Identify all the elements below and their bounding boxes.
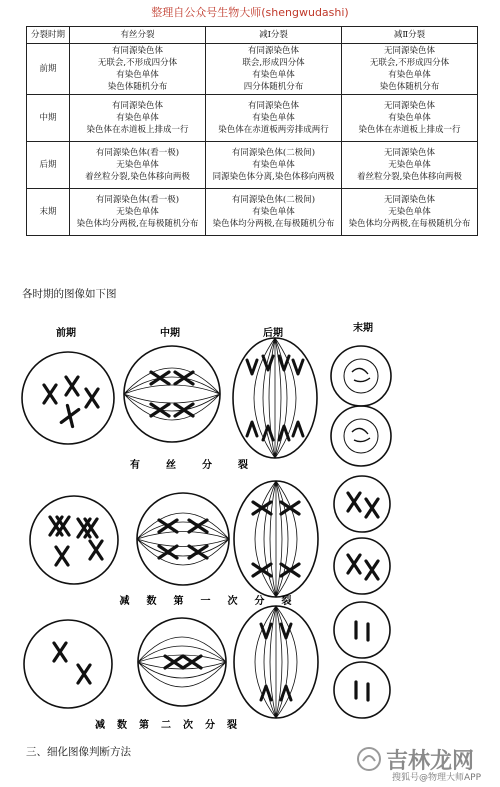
mitosis-prophase-cell (22, 352, 114, 444)
chromosome (281, 624, 291, 638)
cell-line: 着丝粒分裂,染色体移向两极 (85, 172, 190, 182)
table-cell (342, 189, 478, 236)
cell-line: 染色体在赤道板上排成一行 (86, 125, 189, 135)
table-cell (342, 44, 478, 95)
cell-line: 无联会,不形成四分体 (369, 58, 450, 68)
table-row (27, 95, 478, 142)
chromosome (348, 555, 360, 573)
watermark-logo-icon (356, 746, 382, 772)
cell-line: 染色体均分两极,在每极随机分布 (212, 219, 335, 229)
chromosome (57, 517, 69, 535)
chromosome (61, 405, 78, 426)
chromosome (90, 541, 102, 559)
cell-line: 无同源染色体 (383, 195, 435, 205)
phase-label: 前期 (56, 328, 76, 339)
row-caption: 减数第二次分裂 (95, 720, 249, 731)
cell-line: 无染色单体 (116, 160, 159, 170)
cell-line: 有染色单体 (252, 113, 295, 123)
cell-line: 有染色单体 (116, 113, 159, 123)
cell-line: 有同源染色体 (247, 46, 299, 56)
table-cell (70, 189, 206, 236)
chromosome (175, 372, 193, 384)
table-cell (206, 95, 342, 142)
cell-line: 有同源染色体 (111, 46, 163, 56)
table-cell (70, 95, 206, 142)
cell-line: 有同源染色体(看一极) (95, 195, 180, 205)
chromosome (281, 564, 299, 576)
table-cell (342, 142, 478, 189)
chromosome (175, 404, 193, 416)
chromosome (261, 686, 271, 700)
table-cell (206, 44, 342, 95)
chromosome (165, 656, 183, 668)
meiosis2-prophase-cell (24, 620, 112, 708)
mitosis-metaphase-cell (124, 346, 220, 442)
meiosis1-telophase-cells (334, 476, 390, 594)
table-cell (342, 95, 478, 142)
chromosome (253, 564, 271, 576)
column-header: 减Ⅰ分裂 (206, 27, 342, 44)
chromosome (247, 360, 257, 374)
cell-line: 有同源染色体(看一极) (95, 148, 180, 158)
table-row (27, 142, 478, 189)
chromosome (279, 426, 289, 440)
chromosome (293, 360, 303, 374)
cell-line: 染色体在赤道板两旁排成两行 (218, 125, 329, 135)
table-row (27, 189, 478, 236)
cell-line: 无同源染色体 (383, 101, 435, 111)
cell-line: 有同源染色体 (247, 101, 299, 111)
chromosome (293, 422, 303, 436)
cell-line: 有染色单体 (388, 113, 431, 123)
phase-cell: 后期 (27, 142, 70, 189)
chromosome (44, 385, 56, 403)
chromosome (183, 656, 201, 668)
chromosome (366, 561, 378, 579)
cell-line: 染色体均分两极,在每极随机分布 (348, 219, 471, 229)
column-header: 有丝分裂 (70, 27, 206, 44)
phase-label: 中期 (160, 328, 180, 339)
chromosome (151, 372, 169, 384)
phase-label: 末期 (353, 323, 373, 334)
row-caption: 有丝分裂 (130, 460, 274, 471)
mitosis-anaphase-cell (233, 338, 317, 458)
table-row (27, 44, 478, 95)
phase-cell: 中期 (27, 95, 70, 142)
chromosome (151, 404, 169, 416)
cell-line: 无染色单体 (116, 207, 159, 217)
meiosis1-metaphase-cell (137, 493, 229, 585)
cell-line: 染色体随机分布 (107, 82, 168, 92)
chromosome (279, 356, 289, 370)
watermark-sub: 搜狐号@物理大师APP (392, 773, 482, 783)
cell-line: 染色体在赤道板上排成一行 (358, 125, 461, 135)
cell-line: 四分体随机分布 (243, 82, 304, 92)
chromosome (85, 519, 97, 537)
chromosome (348, 493, 360, 511)
chromosome (366, 499, 378, 517)
chromosome (78, 665, 90, 683)
cell-line: 着丝粒分裂,染色体移向两极 (357, 172, 462, 182)
table-header-row (27, 27, 478, 44)
cell-line: 联会,形成四分体 (242, 58, 305, 68)
chromosome (54, 643, 66, 661)
phase-label: 后期 (263, 328, 283, 339)
column-header: 分裂时期 (27, 27, 70, 44)
cell-line: 同源染色体分离,染色体移向两极 (212, 172, 335, 182)
cell-line: 有染色单体 (252, 207, 295, 217)
table-cell (70, 142, 206, 189)
chromosome (281, 686, 291, 700)
cell-line: 无同源染色体 (383, 148, 435, 158)
phase-cell: 末期 (27, 189, 70, 236)
chromosome (253, 502, 271, 514)
table-cell (206, 142, 342, 189)
cell-line: 有同源染色体(二极间) (231, 195, 316, 205)
cell-line: 有染色单体 (252, 70, 295, 80)
cell-line: 无同源染色体 (383, 46, 435, 56)
source-header: 整理自公众号生物大师(shengwudashi) (151, 6, 349, 19)
cell-line: 有染色单体 (252, 160, 295, 170)
cell-line: 有同源染色体 (111, 101, 163, 111)
cell-line: 无联会,不形成四分体 (97, 58, 178, 68)
figure-intro-text: 各时期的图像如下图 (22, 288, 117, 300)
cell-line: 无染色单体 (388, 160, 431, 170)
row-caption: 减数第一次分裂 (119, 596, 309, 607)
chromosome (66, 377, 78, 395)
chromosome (86, 389, 98, 407)
meiosis1-anaphase-cell (234, 481, 318, 597)
cell-line: 无染色单体 (388, 207, 431, 217)
cell-line: 染色体随机分布 (379, 82, 440, 92)
phase-cell: 前期 (27, 44, 70, 95)
cell-line: 有同源染色体(二极间) (231, 148, 316, 158)
chromosome (56, 547, 68, 565)
cell-line: 有染色单体 (388, 70, 431, 80)
section-heading: 三、细化图像判断方法 (26, 746, 131, 758)
meiosis2-telophase-cells (334, 602, 390, 718)
meiosis1-prophase-cell (30, 496, 118, 584)
chromosome (247, 422, 257, 436)
watermark-main: 吉林龙网 (386, 748, 475, 774)
table-cell (206, 189, 342, 236)
cell-division-figure (0, 312, 500, 737)
table-cell (70, 44, 206, 95)
cell-line: 染色体均分两极,在每极随机分布 (76, 219, 199, 229)
meiosis2-anaphase-cell (234, 606, 318, 718)
column-header: 减Ⅱ分裂 (342, 27, 478, 44)
meiosis2-metaphase-cell (138, 618, 226, 706)
chromosome (281, 502, 299, 514)
cell-line: 有染色单体 (116, 70, 159, 80)
chromosome (261, 624, 271, 638)
mitosis-telophase-cells (331, 346, 391, 466)
comparison-table (26, 26, 478, 236)
